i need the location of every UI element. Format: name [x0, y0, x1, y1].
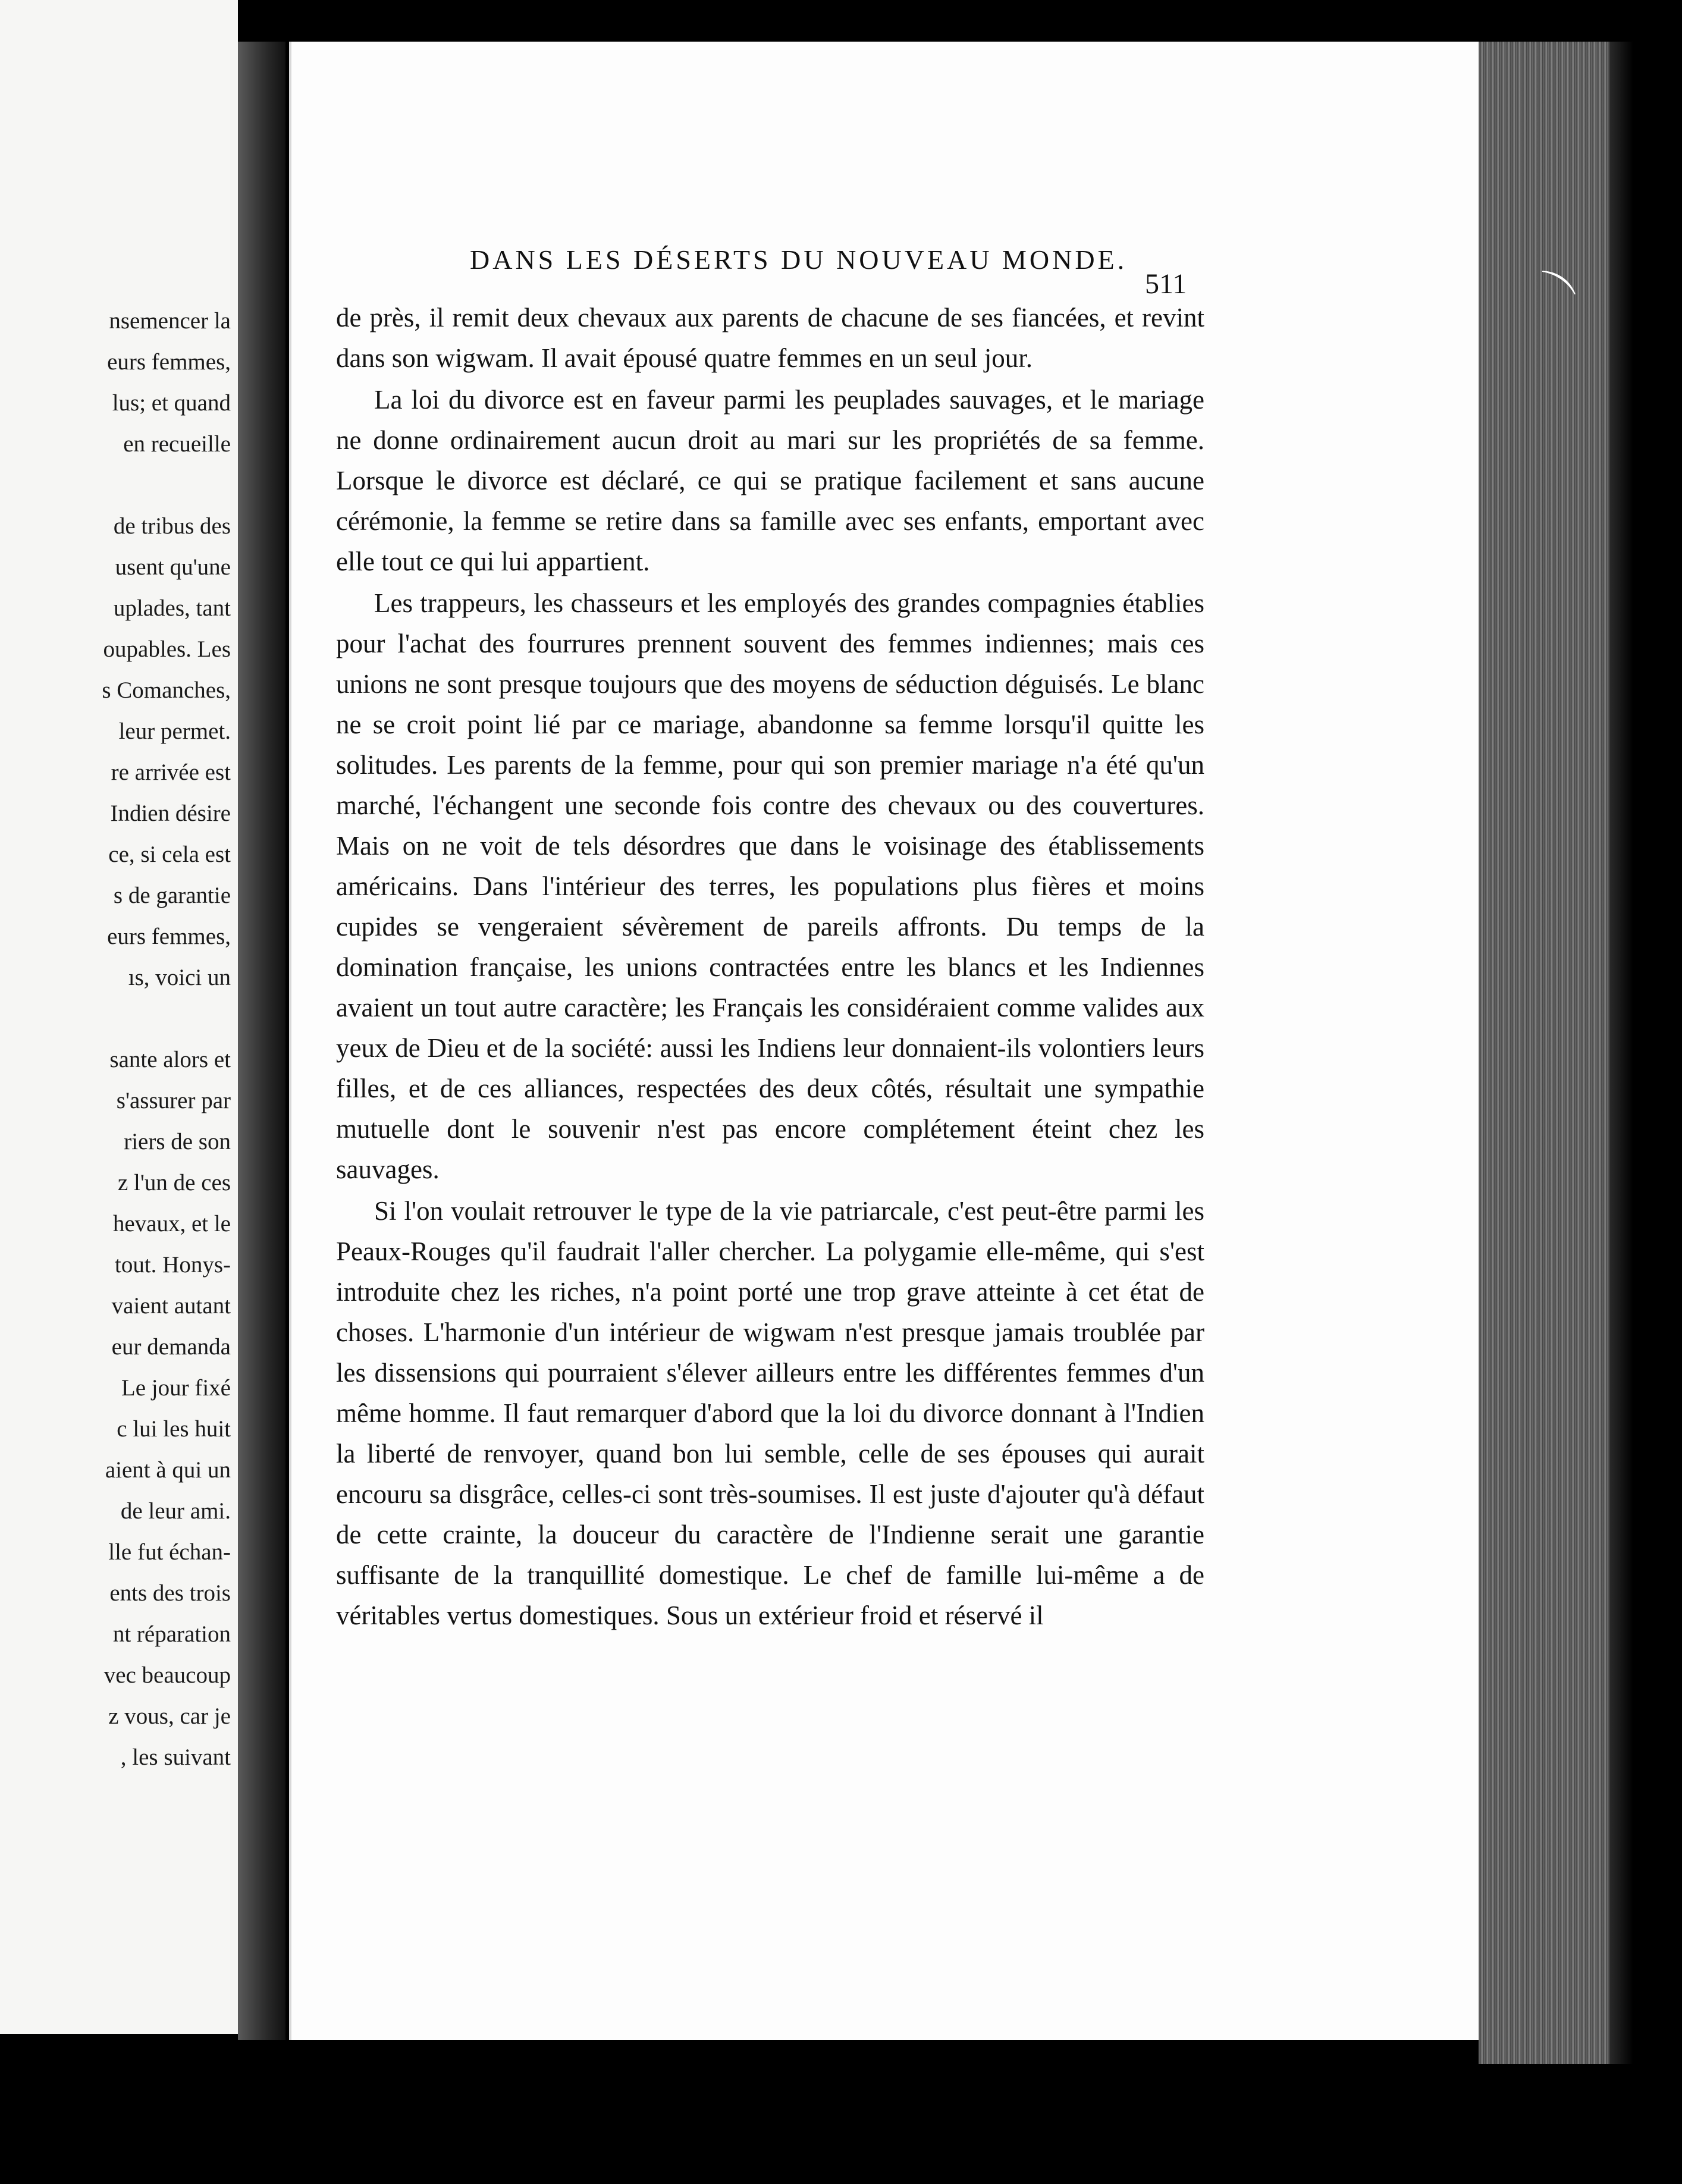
- text-line-fragment: vec beaucoup: [103, 1662, 231, 1688]
- paragraph: de près, il remit deux chevaux aux parents de chacune de ses fiancées, et revint dans son wigwam. Il avait épousé quatre femmes en un seul jour.: [336, 303, 1204, 373]
- paragraph: Si l'on voulait retrouver le type de la vie patriarcale, c'est peut-être parmi les Peaux-Rouges qu'il faudrait l'aller chercher. La polygamie elle-même, qui s'est introduite chez les riches, n'a point porté une trop grave atteinte à cet état de choses. L'harmonie d'un intérieur de wigwam n'est presque jamais troublée par les dissensions qui pourraient s'élever ailleurs entre les différentes femmes d'un même homme. Il faut remarquer d'abord que la loi du divorce donnant à l'Indien la liberté de renvoyer, quand bon lui semble, celle de ses épouses qui aurait encouru sa disgrâce, celles-ci sont très-soumises. Il est juste d'ajouter qu'à défaut de cette crainte, la douceur du caractère de l'Indienne serait une garantie suffisante de la tranquillité domestique. Le chef de famille lui-même a de véritables vertus domestiques. Sous un extérieur froid et réservé il: [336, 1196, 1204, 1630]
- page-edges-shadow: [1609, 42, 1633, 2064]
- book-gutter: [238, 42, 285, 2040]
- text-line-fragment: lle fut échan-: [108, 1539, 231, 1565]
- text-line-fragment: en recueille: [123, 431, 231, 457]
- text-line-fragment: hevaux, et le: [112, 1211, 231, 1237]
- left-page: [0, 0, 238, 2034]
- text-line-fragment: Indien désire: [110, 801, 231, 826]
- left-page-text-fragments: [5, 300, 231, 1778]
- text-line-fragment: uplades, tant: [113, 595, 231, 621]
- page-number: 511: [1145, 268, 1187, 300]
- text-line-fragment: nt réparation: [112, 1621, 231, 1647]
- text-line-fragment: z l'un de ces: [117, 1170, 231, 1195]
- scan-artefact-mark: ⌒: [1519, 262, 1582, 327]
- text-line-fragment: eurs femmes,: [107, 924, 231, 949]
- text-line-fragment: lus; et quand: [112, 390, 231, 416]
- text-line-fragment: s'assurer par: [116, 1088, 231, 1113]
- body-text: [336, 297, 1204, 1637]
- text-line-fragment: , les suivant: [120, 1744, 231, 1770]
- text-line-fragment: ce, si cela est: [108, 842, 231, 867]
- text-line-fragment: c lui les huit: [117, 1416, 231, 1442]
- text-line-fragment: eurs femmes,: [107, 349, 231, 375]
- text-line-fragment: Le jour fixé: [121, 1375, 231, 1401]
- paragraph: La loi du divorce est en faveur parmi les peuplades sauvages, et le mariage ne donne ordinairement aucun droit au mari sur les propriétés de sa femme. Lorsque le divorce est déclaré, ce qui se pratique facilement et sans aucune cérémonie, la femme se retire dans sa famille avec ses enfants, emportant avec elle tout ce qui lui appartient.: [336, 385, 1204, 576]
- text-line-fragment: nsemencer la: [109, 308, 231, 334]
- text-line-fragment: oupables. Les: [103, 636, 231, 662]
- text-line-fragment: aient à qui un: [105, 1457, 231, 1483]
- page-edges: [1479, 42, 1609, 2064]
- text-line-fragment: s de garantie: [113, 883, 231, 908]
- text-line-fragment: vaient autant: [111, 1293, 231, 1319]
- text-line-fragment: leur permet.: [118, 718, 231, 744]
- running-head: DANS LES DÉSERTS DU NOUVEAU MONDE.: [470, 244, 1128, 275]
- text-line-fragment: de tribus des: [113, 513, 231, 539]
- text-line-fragment: re arrivée est: [111, 760, 231, 785]
- text-line-fragment: sante alors et: [109, 1047, 231, 1072]
- text-line-fragment: eur demanda: [111, 1334, 231, 1360]
- blank-line: [5, 998, 231, 1039]
- paragraph: Les trappeurs, les chasseurs et les employés des grandes compagnies établies pour l'achat des fourrures prennent souvent des femmes indiennes; mais ces unions ne sont presque toujours que des moyens de séduction déguisés. Le blanc ne se croit point lié par ce mariage, abandonne sa femme lorsqu'il quitte les solitudes. Les parents de la femme, pour qui son premier mariage n'a été qu'un marché, l'échangent une seconde fois contre des chevaux ou des couvertures. Mais on ne voit de tels désordres que dans le voisinage des établissements américains. Dans l'intérieur des terres, les populations plus fières et moins cupides se vengeraient sévèrement de pareils affronts. Du temps de la domination française, les unions contractées entre les blancs et les Indiennes avaient un tout autre caractère; les Français les considéraient comme valides aux yeux de Dieu et de la société: aussi les Indiens leur donnaient-ils volontiers leurs filles, et de ces alliances, respectées des deux côtés, résultait une sympathie mutuelle dont le souvenir n'est pas encore complétement éteint chez les sauvages.: [336, 588, 1204, 1184]
- text-line-fragment: tout. Honys-: [115, 1252, 231, 1278]
- text-line-fragment: de leur ami.: [120, 1498, 231, 1524]
- text-line-fragment: ents des trois: [109, 1580, 231, 1606]
- text-line-fragment: riers de son: [124, 1129, 231, 1154]
- text-line-fragment: ıs, voici un: [128, 965, 231, 990]
- text-line-fragment: s Comanches,: [102, 677, 231, 703]
- text-line-fragment: z vous, car je: [108, 1703, 231, 1729]
- text-line-fragment: usent qu'une: [115, 554, 231, 580]
- blank-line: [5, 465, 231, 506]
